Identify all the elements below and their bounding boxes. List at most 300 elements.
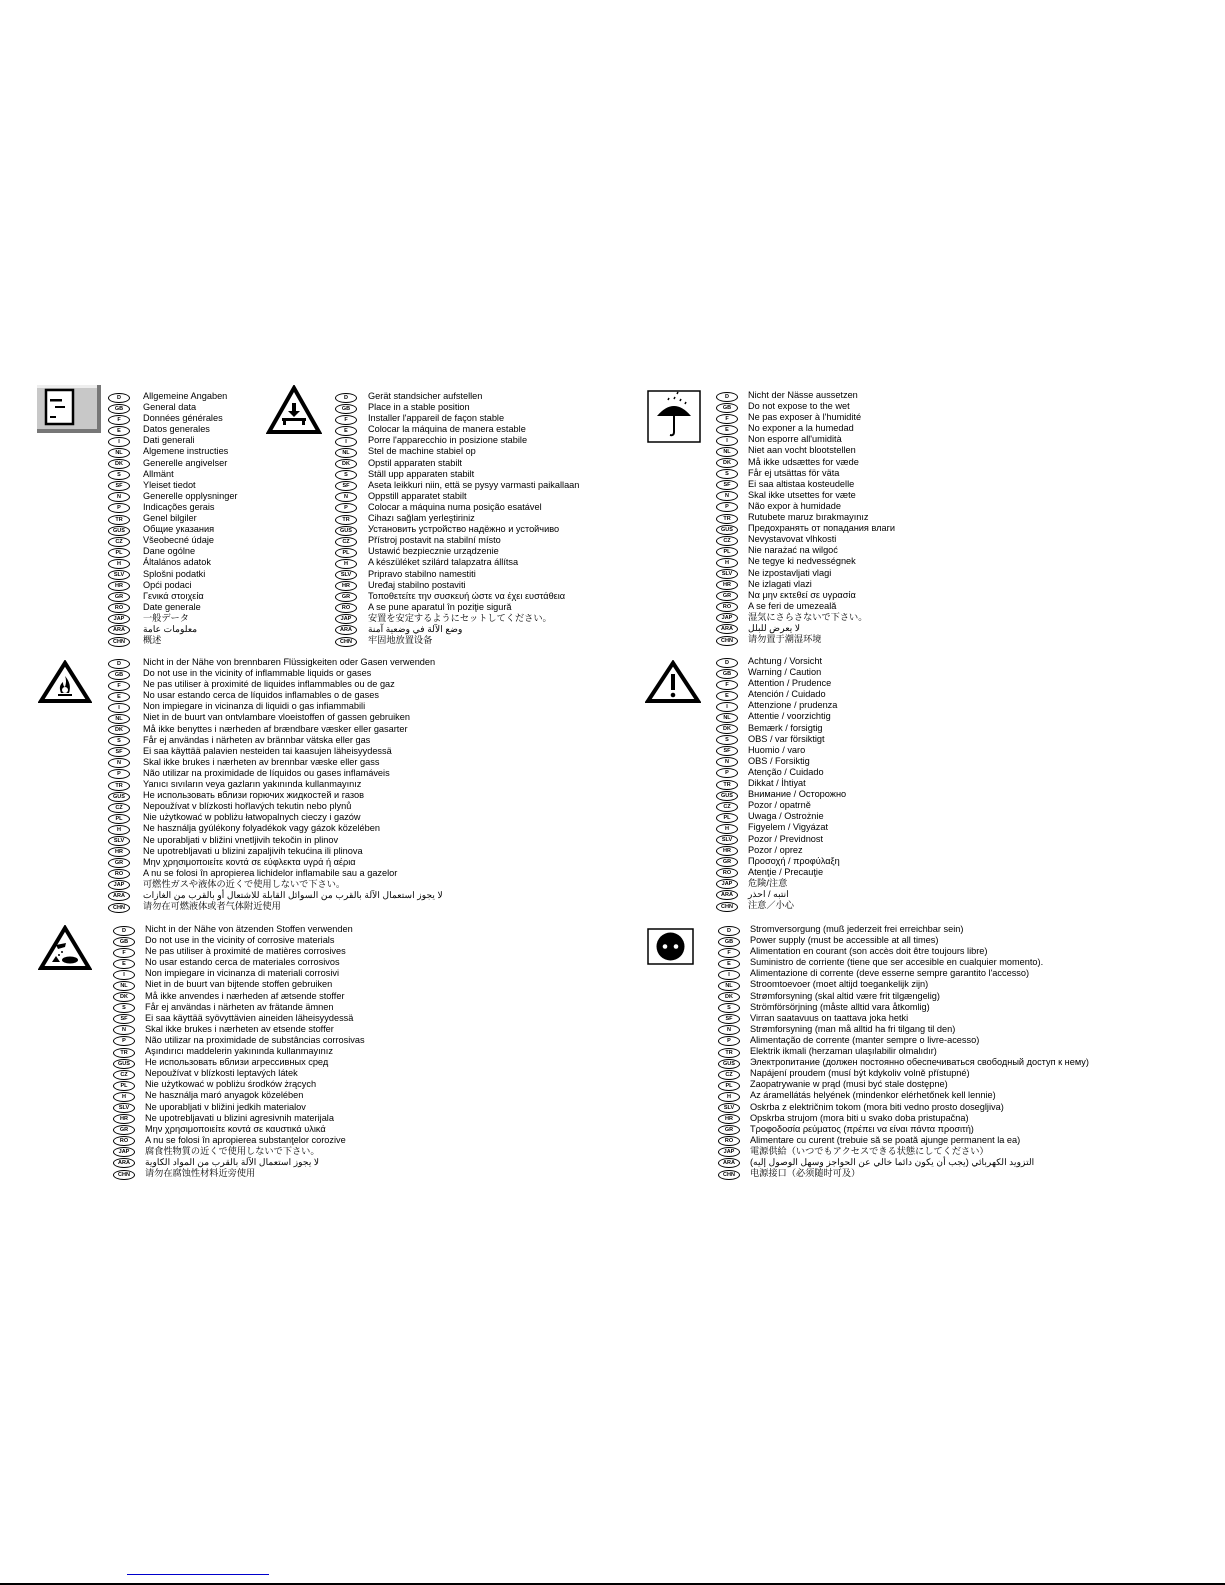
instruction-text: Strømforsyning (man må alltid ha fri tilgang til den)	[750, 1023, 956, 1034]
language-code-badge: H	[716, 824, 738, 834]
instruction-text: Attentie / voorzichtig	[748, 711, 831, 722]
language-code-badge: GR	[335, 592, 357, 602]
instruction-text: Attenzione / prudenza	[748, 700, 838, 711]
language-code-badge: GB	[335, 404, 357, 414]
language-code-badge: NL	[718, 981, 740, 991]
language-code-badge: P	[716, 768, 738, 778]
language-code-badge: E	[108, 426, 130, 436]
language-code-badge: GR	[716, 857, 738, 867]
language-code-badge: GB	[113, 937, 135, 947]
language-code-badge: PL	[716, 547, 738, 557]
language-code-badge: F	[108, 415, 130, 425]
language-code-badge: N	[108, 758, 130, 768]
instruction-text: Cihazı sağlam yerleştiriniz	[368, 513, 475, 524]
language-code-badge: E	[718, 959, 740, 969]
language-code-badge: H	[108, 825, 130, 835]
instruction-text: Nicht in der Nähe von ätzenden Stoffen verwenden	[145, 924, 353, 934]
instruction-text: Stroomtoevoer (moet altijd toegankelijk zijn)	[750, 979, 929, 990]
instruction-text: Ei saa käyttää syövyttävien aineiden läheisyydessä	[145, 1012, 354, 1023]
instruction-text: Power supply (must be accessible at all times)	[750, 935, 939, 946]
instruction-text: Dati generali	[143, 435, 195, 446]
instruction-text: Må ikke anvendes i nærheden af ætsende stoffer	[145, 990, 345, 1001]
language-code-badge: SLV	[108, 570, 130, 580]
language-code-badge: N	[716, 491, 738, 501]
language-code-badge: I	[108, 437, 130, 447]
language-code-badge: SLV	[108, 836, 130, 846]
instruction-text: No usar estando cerca de materiales corrosivos	[145, 957, 340, 968]
language-code-badge: GUS	[108, 792, 130, 802]
instruction-text: A se feri de umezeală	[748, 600, 837, 611]
instruction-text: Az áramellátás helyének (mindenkor elérhetőnek kell lennie)	[750, 1090, 996, 1101]
language-code-badge: HR	[108, 581, 130, 591]
instruction-text: التزويد الكهربائي (يجب أن يكون دائما خالي عن الحواجز وسهل الوصول إليه)	[750, 1156, 1035, 1167]
power-socket-icon	[647, 928, 694, 970]
language-code-badge: HR	[108, 847, 130, 857]
instruction-text: Dane ogólne	[143, 546, 196, 557]
language-code-badge: CZ	[335, 537, 357, 547]
corrosive-warning-icon	[38, 925, 92, 976]
language-code-badge: CZ	[113, 1070, 135, 1080]
language-code-badge: SF	[113, 1014, 135, 1024]
instruction-text: Электропитание (должен постоянно обеспечиваться свободный доступ к нему)	[750, 1057, 1089, 1068]
language-code-badge: E	[335, 426, 357, 436]
language-code-badge: P	[108, 503, 130, 513]
language-code-badge: CHN	[108, 903, 130, 913]
language-code-badge: I	[113, 970, 135, 980]
language-code-badge: DK	[716, 458, 738, 468]
instruction-text: Skal ikke brukes i nærheten av brennbar væske eller gass	[143, 756, 380, 767]
instruction-text: Pozor / opatrně	[748, 800, 811, 811]
language-code-badge: DK	[335, 459, 357, 469]
instruction-text: Atenţie / Precauţie	[748, 866, 824, 877]
instruction-text: 概述	[143, 635, 162, 646]
language-code-badge: PL	[108, 548, 130, 558]
language-code-badge: N	[108, 492, 130, 502]
instruction-text: لا يجوز استعمال الآلة بالقرب من المواد الكاوية	[145, 1156, 320, 1167]
language-code-badge: F	[108, 681, 130, 691]
language-code-badge: SF	[108, 481, 130, 491]
language-code-badge: N	[335, 492, 357, 502]
language-code-badge: ARA	[335, 625, 357, 635]
instruction-text: Splošni podatki	[143, 568, 206, 579]
language-code-badge: P	[108, 769, 130, 779]
language-code-badge: P	[718, 1036, 740, 1046]
instruction-text: Предохранять от попадания влаги	[748, 523, 896, 534]
instruction-text: Indicações gerais	[143, 501, 215, 512]
language-code-badge: JAP	[716, 613, 738, 623]
language-code-badge: S	[108, 470, 130, 480]
language-code-badge: GR	[108, 858, 130, 868]
language-code-badge: TR	[718, 1048, 740, 1058]
language-code-badge: NL	[335, 448, 357, 458]
instruction-text: Place in a stable position	[368, 402, 470, 413]
instruction-text: لا يعرض للبلل	[748, 622, 801, 633]
language-code-badge: HR	[113, 1114, 135, 1124]
instruction-text: Niet in de buurt van bijtende stoffen gebruiken	[145, 979, 333, 990]
instruction-text: Ustawić bezpiecznie urządzenie	[368, 546, 499, 557]
language-code-badge: CZ	[108, 803, 130, 813]
instruction-text: Ställ upp apparaten stabilt	[368, 468, 475, 479]
keep-dry-umbrella-icon	[647, 390, 701, 448]
instruction-text: Alimentazione di corrente (deve esserne sempre garantito l'accesso)	[750, 968, 1030, 979]
language-code-badge: I	[716, 436, 738, 446]
instruction-text: Do not use in the vicinity of corrosive materials	[145, 935, 335, 946]
language-code-badge: H	[716, 558, 738, 568]
instruction-text: Suministro de corriente (tiene que ser accesible en cualquier momento).	[750, 957, 1044, 968]
language-code-badge: GUS	[335, 526, 357, 536]
instruction-text: Skal ikke utsettes for væte	[748, 489, 856, 500]
instruction-text: Elektrik ikmali (herzaman ulaşılabilir olmalıdır)	[750, 1046, 937, 1057]
instruction-text: Atención / Cuidado	[748, 689, 826, 700]
language-code-badge: GUS	[716, 791, 738, 801]
language-code-badge: ARA	[113, 1158, 135, 1168]
instruction-text: Nie narażać na wilgoć	[748, 545, 838, 556]
language-code-badge: JAP	[335, 614, 357, 624]
instruction-text: 电源接口（必须随时可及）	[750, 1168, 861, 1179]
language-code-badge: PL	[335, 548, 357, 558]
language-code-badge: SLV	[718, 1103, 740, 1113]
instruction-text: Opći podaci	[143, 579, 192, 590]
instruction-text: Allgemeine Angaben	[143, 391, 228, 401]
language-code-badge: CZ	[718, 1070, 740, 1080]
language-code-badge: SF	[335, 481, 357, 491]
language-code-badge: GR	[108, 592, 130, 602]
instruction-text: Ne upotrebljavati u blizini agresivnih materijala	[145, 1112, 334, 1123]
language-code-badge: S	[335, 470, 357, 480]
language-code-badge: GB	[108, 670, 130, 680]
language-code-badge: I	[718, 970, 740, 980]
language-code-badge: GUS	[108, 526, 130, 536]
language-code-badge: ARA	[718, 1158, 740, 1168]
language-code-badge: PL	[718, 1081, 740, 1091]
language-code-badge: E	[108, 692, 130, 702]
language-code-badge: E	[716, 425, 738, 435]
caution-exclamation-icon	[645, 660, 701, 709]
language-code-badge: SF	[716, 746, 738, 756]
instruction-text: Napájení proudem (musí být kdykoliv volně přístupné)	[750, 1068, 970, 1079]
language-code-badge: NL	[716, 713, 738, 723]
instruction-text: Opskrba strujom (mora biti u svako doba pristupačna)	[750, 1112, 969, 1123]
instruction-text: Ne használja maró anyagok közelében	[145, 1090, 304, 1101]
language-code-badge: GUS	[113, 1059, 135, 1069]
instruction-text: Általános adatok	[143, 557, 211, 568]
language-code-badge: D	[108, 659, 130, 669]
link-underline	[127, 1574, 269, 1575]
language-code-badge: JAP	[716, 879, 738, 889]
language-code-badge: TR	[335, 515, 357, 525]
instruction-text: A nu se folosi în apropierea substanţelor corozive	[145, 1134, 346, 1145]
instruction-text: Pozor / Previdnost	[748, 833, 824, 844]
instruction-text: Alimentação de corrente (manter sempre o livre-acesso)	[750, 1034, 980, 1045]
language-code-badge: D	[716, 658, 738, 668]
instruction-text: Får ej utsättas för väta	[748, 467, 840, 478]
instruction-text: Gerät standsicher aufstellen	[368, 391, 483, 401]
language-code-badge: N	[716, 757, 738, 767]
instruction-text: Må ikke benyttes i nærheden af brændbare væsker eller gasarter	[143, 723, 408, 734]
language-code-badge: DK	[718, 992, 740, 1002]
instruction-text: Μην χρησιμοποιείτε κοντά σε εύφλεκτα υγρά ή αέρια	[143, 856, 356, 867]
instruction-text: A készüléket szilárd talapzatra állítsa	[368, 557, 519, 568]
language-code-badge: N	[718, 1025, 740, 1035]
language-code-badge: GUS	[718, 1059, 740, 1069]
instruction-text: Date generale	[143, 601, 201, 612]
instruction-text: Colocar la máquina de manera estable	[368, 424, 526, 435]
instruction-text: Γενικά στοιχεία	[143, 590, 204, 601]
instruction-text: Figyelem / Vigyázat	[748, 822, 829, 833]
language-code-badge: NL	[108, 448, 130, 458]
language-code-badge: TR	[108, 515, 130, 525]
instruction-text: Τοποθετείτε την συσκευή ώστε να έχει ευστάθεια	[368, 590, 566, 601]
instruction-text: A se pune aparatul în poziţie sigură	[368, 601, 512, 612]
instruction-text: Não utilizar na proximidade de substâncias corrosivas	[145, 1034, 365, 1045]
language-code-badge: RO	[108, 869, 130, 879]
instruction-text: Porre l'apparecchio in posizione stabile	[368, 435, 528, 446]
instruction-text: Colocar a máquina numa posição esatável	[368, 501, 542, 512]
language-code-badge: CHN	[716, 902, 738, 912]
instruction-text: Nicht in der Nähe von brennbaren Flüssigkeiten oder Gasen verwenden	[143, 657, 436, 667]
instruction-text: Stel de machine stabiel op	[368, 446, 476, 457]
language-code-badge: DK	[108, 459, 130, 469]
instruction-text: 一般データ	[143, 612, 189, 623]
instruction-text: Nie użytkować w pobliżu łatwopalnych cieczy i gazów	[143, 812, 361, 823]
instruction-text: 腐食性物質の近くで使用しないで下さい。	[145, 1145, 320, 1156]
instruction-text: Skal ikke brukes i nærheten av etsende stoffer	[145, 1023, 334, 1034]
instruction-text: Oppstill apparatet stabilt	[368, 490, 467, 501]
instruction-text: Ne pas utiliser à proximité de liquides inflammables ou de gaz	[143, 679, 395, 690]
instruction-text: OBS / var försiktigt	[748, 733, 825, 744]
language-code-badge: HR	[716, 846, 738, 856]
language-code-badge: PL	[716, 813, 738, 823]
instruction-text: Общие указания	[143, 524, 215, 535]
instruction-text: Pripravo stabilno namestiti	[368, 568, 476, 579]
language-code-badge: F	[113, 948, 135, 958]
instruction-text: Προσοχή / προφύλαξη	[748, 855, 840, 866]
instruction-text: Alimentare cu curent (trebuie să se poată ajunge permanent la ea)	[750, 1134, 1021, 1145]
instruction-text: 请勿置于潮湿环境	[748, 634, 822, 645]
instruction-text: Attention / Prudence	[748, 678, 832, 689]
language-code-badge: DK	[716, 724, 738, 734]
instruction-text: Não utilizar na proximidade de líquidos ou gases inflamáveis	[143, 767, 390, 778]
instruction-text: Virran saatavuus on taattava joka hetki	[750, 1012, 909, 1023]
language-code-badge: E	[716, 691, 738, 701]
language-code-badge: SLV	[335, 570, 357, 580]
language-code-badge: I	[108, 703, 130, 713]
language-code-badge: HR	[716, 580, 738, 590]
instruction-text: 可燃性ガスや液体の近くで使用しないで下さい。	[143, 878, 346, 889]
instruction-text: Do not use in the vicinity of inflammable liquids or gases	[143, 668, 372, 679]
language-code-badge: SF	[718, 1014, 740, 1024]
instruction-text: 请勿在腐蚀性材料近旁使用	[145, 1168, 256, 1179]
instruction-text: Ne használja gyúlékony folyadékok vagy gázok közelében	[143, 823, 380, 834]
instruction-text: Všeobecné údaje	[143, 535, 215, 546]
instruction-text: Achtung / Vorsicht	[748, 656, 823, 666]
language-code-badge: RO	[335, 603, 357, 613]
instruction-text: Nepoužívat v blízkosti hořlavých tekutin nebo plynů	[143, 801, 352, 812]
instruction-text: Generelle angivelser	[143, 457, 228, 468]
instruction-text: 牢固地放置设备	[368, 635, 433, 646]
instruction-text: Přístroj postavit na stabilní místo	[368, 535, 501, 546]
instruction-text: Ne izpostavljati vlagi	[748, 567, 832, 578]
language-code-badge: D	[716, 392, 738, 402]
instruction-text: Ne uporabljati v bližini vnetljivih tekočin in plinov	[143, 834, 339, 845]
language-code-badge: E	[113, 959, 135, 969]
language-code-badge: N	[113, 1025, 135, 1035]
language-code-badge: TR	[716, 514, 738, 524]
instruction-text: Τροφοδοσία ρεύματος (πρέπει να είναι πάντα προσιτή)	[750, 1123, 974, 1134]
language-code-badge: P	[335, 503, 357, 513]
language-code-badge: RO	[718, 1136, 740, 1146]
instruction-text: No exponer a la humedad	[748, 423, 854, 434]
language-code-badge: CZ	[716, 536, 738, 546]
instruction-text: Allmänt	[143, 468, 174, 479]
language-code-badge: TR	[108, 781, 130, 791]
language-code-badge: CHN	[718, 1170, 740, 1180]
instruction-text: 湿気にさらさないで下さい。	[748, 611, 868, 622]
instruction-text: Ei saa altistaa kosteudelle	[748, 478, 855, 489]
language-code-badge: PL	[108, 814, 130, 824]
instruction-text: انتبه / احذر	[748, 888, 789, 899]
language-code-badge: GUS	[716, 525, 738, 535]
instruction-text: Μην χρησιμοποιείτε κοντά σε καυστικά υλικά	[145, 1123, 326, 1134]
instruction-text: Bemærk / forsigtig	[748, 722, 823, 733]
instruction-text: وضع الآلة في وضعية آمنة	[368, 623, 463, 634]
language-code-badge: DK	[113, 992, 135, 1002]
instruction-text: Uwaga / Ostrożnie	[748, 811, 824, 822]
instruction-text: Generelle opplysninger	[143, 490, 238, 501]
language-code-badge: F	[335, 415, 357, 425]
language-code-badge: HR	[335, 581, 357, 591]
instruction-text: Strømforsyning (skal altid være frit tilgængelig)	[750, 990, 940, 1001]
instruction-text: 安置を安定するようにセットしてください。	[368, 612, 552, 623]
language-code-badge: F	[716, 414, 738, 424]
instruction-text: Pozor / oprez	[748, 844, 803, 855]
instruction-text: لا يجوز استعمال الآلة بالقرب من السوائل القابلة للاشتعال أو بالقرب من الغازات	[143, 889, 443, 900]
instruction-text: Opstil apparaten stabilt	[368, 457, 462, 468]
language-code-badge: SF	[108, 747, 130, 757]
language-code-badge: SLV	[716, 835, 738, 845]
language-code-badge: GB	[108, 404, 130, 414]
instruction-text: 注意／小心	[748, 900, 794, 911]
language-code-badge: CHN	[108, 637, 130, 647]
language-code-badge: RO	[113, 1136, 135, 1146]
language-code-badge: D	[718, 926, 740, 936]
instruction-text: Внимание / Осторожно	[748, 789, 847, 800]
language-code-badge: S	[716, 469, 738, 479]
language-code-badge: TR	[716, 780, 738, 790]
instruction-text: Aseta leikkuri niin, että se pysyy varmasti paikallaan	[368, 479, 580, 490]
language-code-badge: JAP	[718, 1147, 740, 1157]
language-code-badge: GR	[113, 1125, 135, 1135]
instruction-text: Nicht der Nässe aussetzen	[748, 390, 858, 400]
language-code-badge: ARA	[716, 624, 738, 634]
instruction-text: Ne tegye ki nedvességnek	[748, 556, 856, 567]
instruction-text: Alimentation en courant (son accès doit être toujours libre)	[750, 946, 988, 957]
instruction-text: Nepoužívat v blízkosti leptavých látek	[145, 1068, 298, 1079]
instruction-text: Ne uporabljati v bližini jedkih materialov	[145, 1101, 306, 1112]
language-code-badge: S	[716, 735, 738, 745]
language-code-badge: D	[108, 393, 130, 403]
instruction-text: Να μην εκτεθεί σε υγρασία	[748, 589, 856, 600]
instruction-text: Yanıcı sıvıların veya gazların yakınında kullanmayınız	[143, 779, 362, 790]
language-code-badge: S	[718, 1003, 740, 1013]
language-code-badge: CZ	[108, 537, 130, 547]
instruction-text: 请勿在可燃液体或者气体附近使用	[143, 901, 281, 912]
language-code-badge: JAP	[108, 880, 130, 890]
instruction-text: Não expor à humidade	[748, 500, 841, 511]
language-code-badge: CHN	[716, 636, 738, 646]
instruction-text: Ne upotrebljavati u blizini zapaljivih tekućina ili plinova	[143, 845, 363, 856]
language-code-badge: RO	[716, 602, 738, 612]
language-code-badge: JAP	[108, 614, 130, 624]
instruction-text: Ne pas exposer à l'humidité	[748, 412, 862, 423]
language-code-badge: H	[718, 1092, 740, 1102]
instruction-text: Не использовать вблизи горючих жидкостей и газов	[143, 790, 364, 801]
language-code-badge: GB	[716, 403, 738, 413]
instruction-text: Non esporre all'umidità	[748, 434, 842, 445]
language-code-badge: ARA	[108, 891, 130, 901]
instruction-text: Ne izlagati vlazi	[748, 578, 812, 589]
language-code-badge: DK	[108, 725, 130, 735]
language-code-badge: CHN	[113, 1170, 135, 1180]
instruction-text: A nu se folosi în apropierea lichidelor inflamabile sau a gazelor	[143, 867, 398, 878]
instruction-text: Установить устройство надёжно и устойчиво	[368, 524, 560, 535]
language-code-badge: D	[113, 926, 135, 936]
instruction-text: Ei saa käyttää palavien nesteiden tai kaasujen läheisyydessä	[143, 745, 392, 756]
language-code-badge: S	[113, 1003, 135, 1013]
instruction-text: Rutubete maruz bırakmayınız	[748, 512, 869, 523]
language-code-badge: GB	[718, 937, 740, 947]
instruction-text: Yleiset tiedot	[143, 479, 196, 490]
instruction-text: Atenção / Cuidado	[748, 766, 824, 777]
language-code-badge: GR	[716, 591, 738, 601]
language-code-badge: ARA	[716, 890, 738, 900]
language-code-badge: CZ	[716, 802, 738, 812]
language-code-badge: CHN	[335, 637, 357, 647]
flammable-warning-icon	[38, 660, 92, 709]
instruction-text: Nie użytkować w pobliżu środków żrących	[145, 1079, 317, 1090]
instruction-text: Do not expose to the wet	[748, 401, 850, 412]
language-code-badge: PL	[113, 1081, 135, 1091]
instruction-text: 電源供給（いつでもアクセスできる状態にしてください）	[750, 1145, 989, 1156]
instruction-text: Må ikke udsættes for væde	[748, 456, 859, 467]
instruction-text: Données générales	[143, 413, 223, 424]
language-code-badge: RO	[108, 603, 130, 613]
language-code-badge: S	[108, 736, 130, 746]
language-code-badge: GR	[718, 1125, 740, 1135]
instruction-text: OBS / Forsiktig	[748, 755, 810, 766]
stable-position-warning-icon	[266, 385, 322, 440]
instruction-text: Не использовать вблизи агрессивных сред	[145, 1057, 329, 1068]
language-code-badge: H	[113, 1092, 135, 1102]
language-code-badge: NL	[716, 447, 738, 457]
language-code-badge: I	[335, 437, 357, 447]
language-code-badge: TR	[113, 1048, 135, 1058]
language-code-badge: H	[108, 559, 130, 569]
language-code-badge: D	[335, 393, 357, 403]
instruction-text: Zaopatrywanie w prąd (musi być stale dostępne)	[750, 1079, 948, 1090]
instruction-text: Non impiegare in vicinanza di liquidi o gas infiammabili	[143, 701, 366, 712]
language-code-badge: HR	[718, 1114, 740, 1124]
instruction-text: Genel bilgiler	[143, 513, 197, 524]
instruction-text: Får ej användas i närheten av frätande ämnen	[145, 1001, 334, 1012]
instruction-text: 危険/注意	[748, 877, 788, 888]
language-code-badge: F	[716, 680, 738, 690]
instruction-text: Dikkat / İhtiyat	[748, 778, 806, 789]
instruction-text: Datos generales	[143, 424, 210, 435]
instruction-text: Ne pas utiliser à proximité de matières corrosives	[145, 946, 346, 957]
instruction-text: No usar estando cerca de líquidos inflamables o de gases	[143, 690, 379, 701]
document-info-icon	[37, 385, 101, 433]
